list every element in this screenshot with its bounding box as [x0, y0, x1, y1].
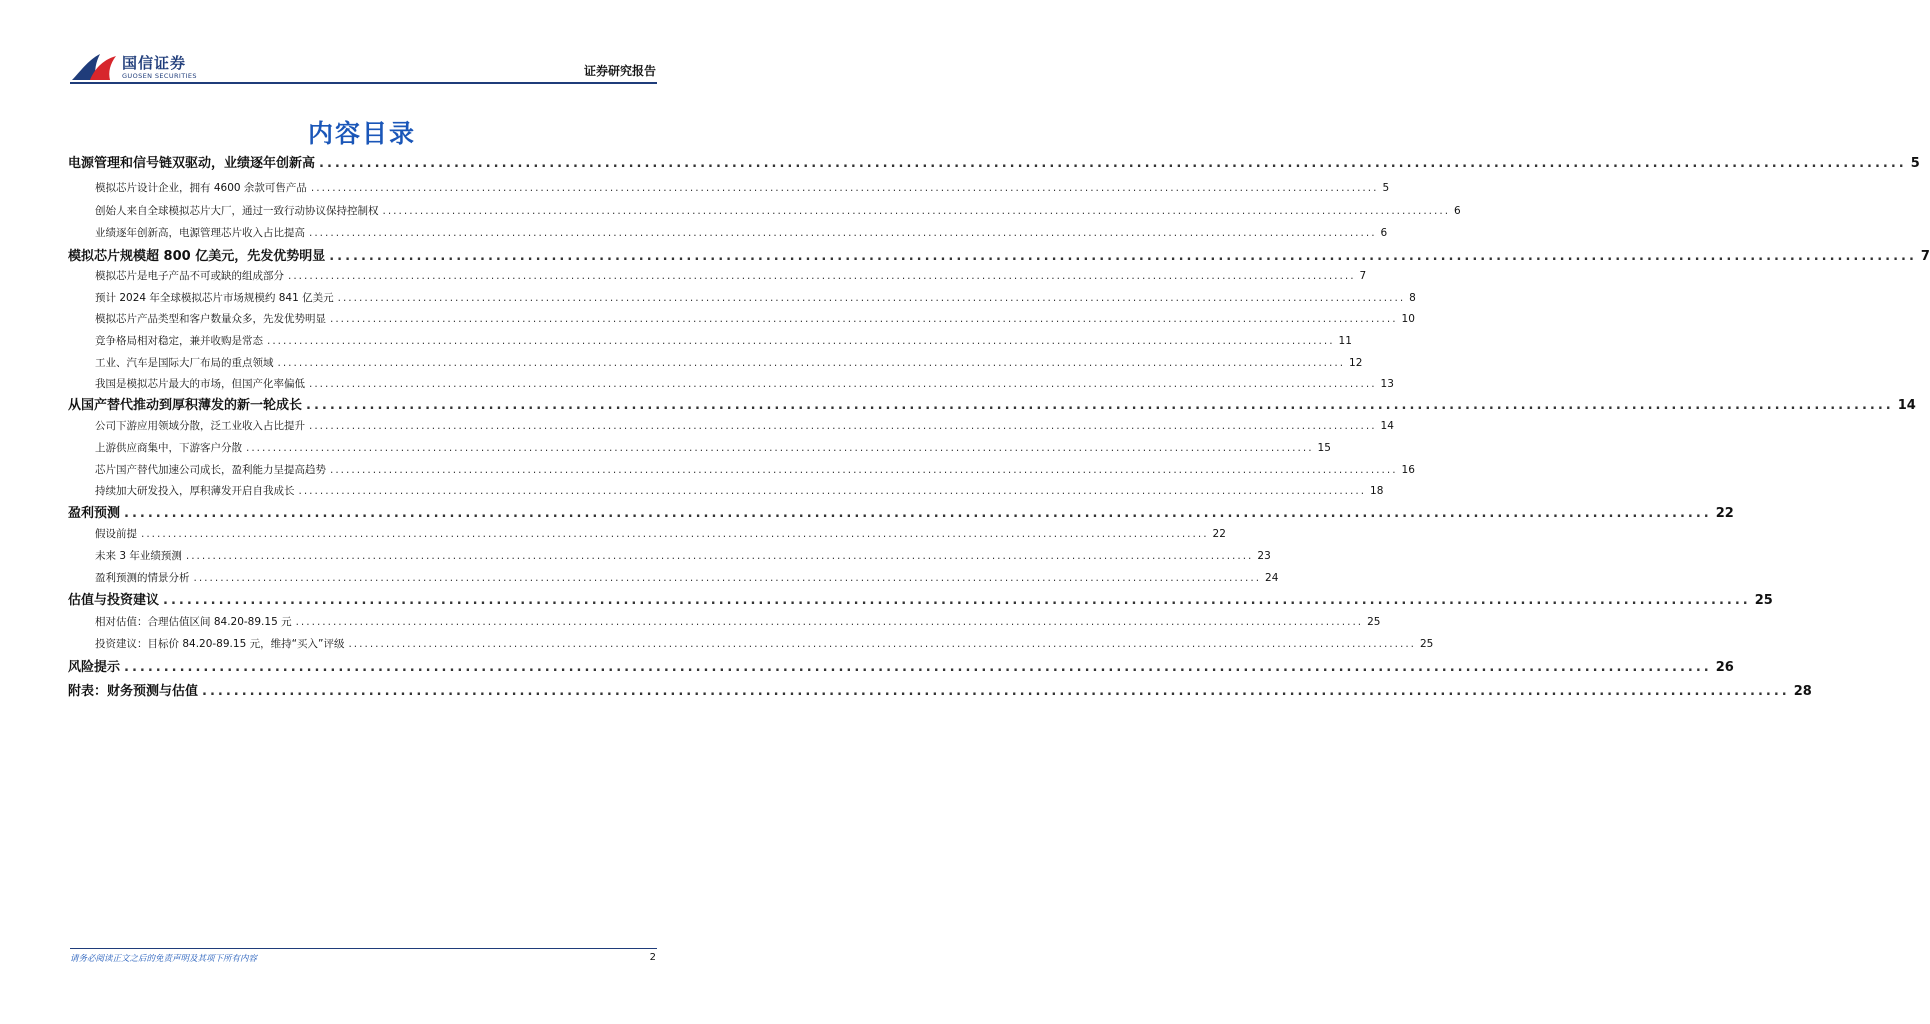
toc-entry-label: 盈利预测的情景分析: [95, 572, 190, 584]
guosen-logo-mark-icon: [70, 50, 118, 84]
toc-section-entry[interactable]: [68, 589, 1773, 608]
brand-name-cn: 国信证券: [122, 54, 187, 72]
toc-leader-dots: ........................................................................................................................................................................................................: [193, 572, 1262, 584]
toc-entry-page: 24: [1265, 572, 1279, 584]
toc-entry-page: 5: [1382, 182, 1390, 194]
toc-entry-label: 我国是模拟芯片最大的市场，但国产化率偏低: [95, 378, 305, 390]
toc-leader-dots: ........................................................................................................................................................................................................: [141, 528, 1209, 540]
toc-entry-label: 公司下游应用领域分散，泛工业收入占比提升: [95, 420, 305, 432]
toc-leader-dots: ........................................................................................................................................................................................................: [124, 506, 1712, 521]
toc-entry-label: 业绩逐年创新高，电源管理芯片收入占比提高: [95, 227, 305, 239]
toc-entry-page: 13: [1380, 378, 1394, 390]
toc-entry-label: 附表：财务预测与估值: [68, 684, 199, 699]
toc-entry-label: 模拟芯片规模超 800 亿美元，先发优势明显: [68, 249, 326, 264]
toc-subsection-entry[interactable]: [68, 483, 1384, 498]
toc-subsection-entry[interactable]: [68, 418, 1394, 433]
toc-entry-label: 电源管理和信号链双驱动，业绩逐年创新高: [68, 156, 316, 171]
toc-entry-page: 12: [1349, 357, 1363, 369]
guosen-logo: [70, 50, 240, 84]
toc-leader-dots: ........................................................................................................................................................................................................: [202, 684, 1790, 699]
toc-section-entry[interactable]: [68, 656, 1734, 675]
toc-entry-page: 15: [1317, 442, 1331, 454]
toc-leader-dots: ........................................................................................................................................................................................................: [277, 357, 1346, 369]
toc-leader-dots: ........................................................................................................................................................................................................: [382, 205, 1451, 217]
toc-entry-page: 8: [1409, 292, 1416, 304]
toc-entry-label: 从国产替代推动到厚积薄发的新一轮成长: [68, 398, 303, 413]
header-divider: [70, 82, 657, 84]
toc-leader-dots: ........................................................................................................................................................................................................: [310, 182, 1379, 194]
toc-entry-page: 22: [1715, 506, 1734, 521]
toc-entry-label: 模拟芯片设计企业，拥有 4600 余款可售产品: [95, 182, 307, 194]
toc-entry-label: 相对估值：合理估值区间 84.20-89.15 元: [95, 616, 292, 628]
footer-disclaimer: 请务必阅读正文之后的免责声明及其项下所有内容: [70, 954, 258, 964]
report-type-label: 证券研究报告: [583, 64, 656, 78]
toc-entry-label: 投资建议：目标价 84.20-89.15 元，维持“买入”评级: [95, 638, 345, 650]
toc-leader-dots: ........................................................................................................................................................................................................: [309, 227, 1377, 239]
toc-subsection-entry[interactable]: [68, 440, 1331, 455]
toc-section-entry[interactable]: [68, 394, 1916, 413]
toc-leader-dots: ........................................................................................................................................................................................................: [330, 313, 1398, 325]
toc-entry-label: 创始人来自全球模拟芯片大厂，通过一致行动协议保持控制权: [95, 205, 379, 217]
toc-leader-dots: ........................................................................................................................................................................................................: [309, 378, 1377, 390]
toc-entry-page: 6: [1380, 227, 1388, 239]
toc-section-entry[interactable]: [68, 245, 1930, 264]
toc-title: 内容目录: [307, 119, 416, 148]
toc-leader-dots: ........................................................................................................................................................................................................: [288, 270, 1356, 282]
toc-subsection-entry[interactable]: [68, 462, 1415, 477]
toc-leader-dots: ........................................................................................................................................................................................................: [329, 249, 1917, 264]
toc-entry-label: 芯片国产替代加速公司成长，盈利能力呈提高趋势: [95, 464, 326, 476]
toc-leader-dots: ........................................................................................................................................................................................................: [319, 156, 1907, 171]
toc-leader-dots: ........................................................................................................................................................................................................: [330, 464, 1398, 476]
toc-entry-page: 23: [1257, 550, 1271, 562]
toc-entry-page: 25: [1754, 593, 1773, 608]
toc-leader-dots: ........................................................................................................................................................................................................: [298, 485, 1367, 497]
page-header: [0, 0, 724, 90]
toc-entry-label: 预计 2024 年全球模拟芯片市场规模约 841 亿美元: [95, 292, 334, 304]
toc-leader-dots: ........................................................................................................................................................................................................: [348, 638, 1416, 650]
toc-entry-label: 模拟芯片是电子产品不可或缺的组成部分: [95, 270, 284, 282]
toc-entry-label: 盈利预测: [68, 506, 121, 521]
toc-section-entry[interactable]: [68, 152, 1920, 171]
toc-leader-dots: ........................................................................................................................................................................................................: [337, 292, 1406, 304]
toc-subsection-entry[interactable]: [68, 311, 1415, 326]
toc-subsection-entry[interactable]: [68, 355, 1363, 370]
toc-leader-dots: ........................................................................................................................................................................................................: [309, 420, 1377, 432]
toc-entry-page: 28: [1793, 684, 1812, 699]
toc-entry-page: 14: [1380, 420, 1394, 432]
toc-section-entry[interactable]: [68, 680, 1812, 699]
toc-subsection-entry[interactable]: [68, 526, 1226, 541]
toc-subsection-entry[interactable]: [68, 614, 1381, 629]
toc-entry-page: 7: [1359, 270, 1367, 282]
toc-entry-page: 11: [1338, 335, 1352, 347]
toc-entry-page: 18: [1370, 485, 1384, 497]
toc-entry-label: 模拟芯片产品类型和客户数量众多，先发优势明显: [95, 313, 326, 325]
toc-leader-dots: ........................................................................................................................................................................................................: [124, 660, 1712, 675]
toc-entry-page: 14: [1897, 398, 1916, 413]
toc-subsection-entry[interactable]: [68, 225, 1388, 240]
toc-subsection-entry[interactable]: [68, 268, 1367, 283]
toc-section-entry[interactable]: [68, 502, 1734, 521]
toc-subsection-entry[interactable]: [68, 180, 1390, 195]
toc-entry-label: 持续加大研发投入，厚积薄发开启自我成长: [95, 485, 295, 497]
toc-entry-page: 26: [1715, 660, 1734, 675]
toc-entry-label: 工业、汽车是国际大厂布局的重点领域: [95, 357, 274, 369]
toc-entry-label: 风险提示: [68, 660, 121, 675]
toc-entry-page: 6: [1454, 205, 1461, 217]
page-number: 2: [649, 952, 656, 963]
toc-entry-page: 7: [1920, 249, 1930, 264]
toc-entry-label: 上游供应商集中，下游客户分散: [95, 442, 242, 454]
toc-subsection-entry[interactable]: [68, 636, 1434, 651]
toc-entry-label: 假设前提: [95, 528, 137, 540]
toc-subsection-entry[interactable]: [68, 376, 1394, 391]
toc-leader-dots: ........................................................................................................................................................................................................: [267, 335, 1335, 347]
toc-entry-page: 5: [1910, 156, 1920, 171]
toc-entry-page: 25: [1367, 616, 1381, 628]
toc-leader-dots: ........................................................................................................................................................................................................: [295, 616, 1364, 628]
toc-entry-label: 未来 3 年业绩预测: [95, 550, 182, 562]
toc-entry-page: 22: [1212, 528, 1226, 540]
toc-subsection-entry[interactable]: [68, 203, 1461, 218]
toc-leader-dots: ........................................................................................................................................................................................................: [163, 593, 1751, 608]
toc-subsection-entry[interactable]: [68, 548, 1271, 563]
brand-name-en: GUOSEN SECURITIES: [122, 72, 197, 80]
toc-subsection-entry[interactable]: [68, 570, 1279, 585]
toc-entry-label: 估值与投资建议: [68, 593, 160, 608]
toc-subsection-entry[interactable]: [68, 290, 1416, 305]
toc-leader-dots: ........................................................................................................................................................................................................: [306, 398, 1894, 413]
toc-leader-dots: ........................................................................................................................................................................................................: [246, 442, 1314, 454]
toc-entry-page: 25: [1420, 638, 1434, 650]
toc-entry-page: 10: [1401, 313, 1415, 325]
toc-entry-label: 竞争格局相对稳定，兼并收购是常态: [95, 335, 263, 347]
footer-divider: [70, 948, 657, 949]
toc-leader-dots: ........................................................................................................................................................................................................: [185, 550, 1254, 562]
toc-subsection-entry[interactable]: [68, 333, 1352, 348]
toc-entry-page: 16: [1401, 464, 1415, 476]
